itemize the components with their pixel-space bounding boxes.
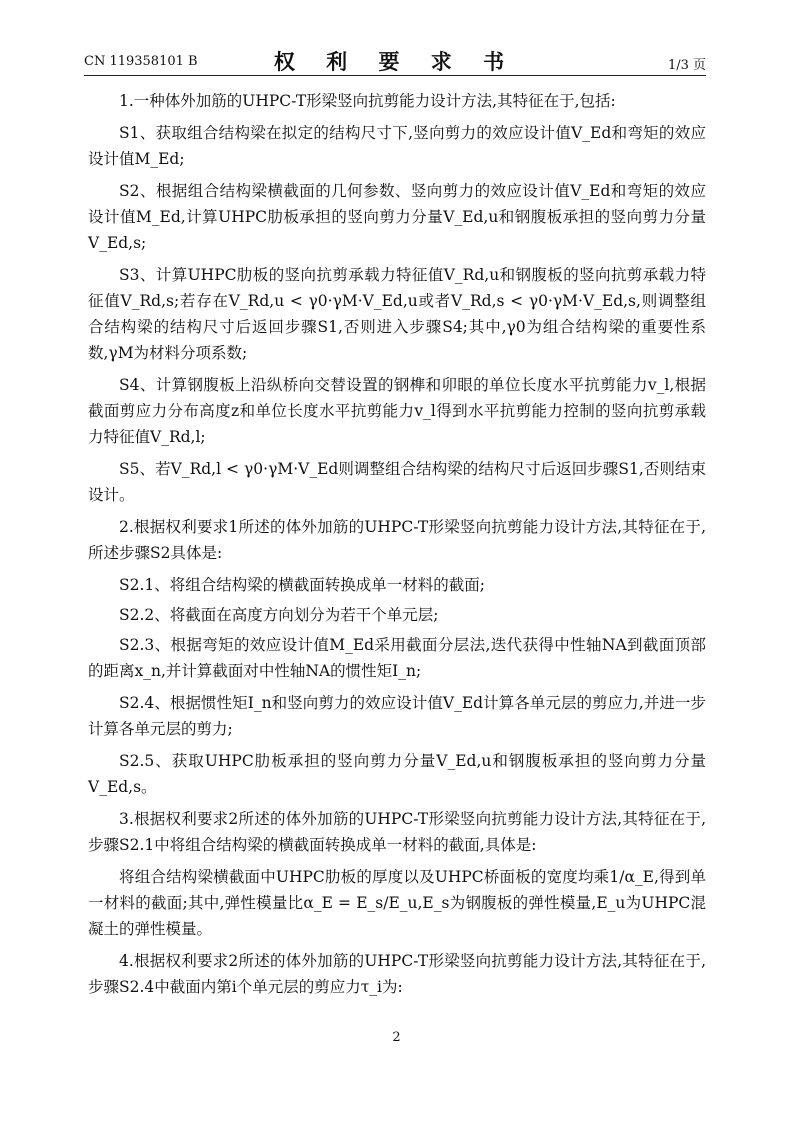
claims-body bbox=[88, 88, 706, 1006]
step-s5: S5、若V_Rd,l < γ0·γM·V_Ed则调整组合结构梁的结构尺寸后返回步骤S1,否则结束设计。 bbox=[88, 460, 706, 504]
document-title: 权 利 要 求 书 bbox=[273, 49, 517, 74]
step-s4: S4、计算钢腹板上沿纵桥向交替设置的钢榫和卯眼的单位长度水平抗剪能力v_l,根据截面剪应力分布高度z和单位长度水平抗剪能力v_l得到水平抗剪能力控制的竖向抗剪承载力特征值V_Rd,l; bbox=[88, 376, 706, 446]
step-s1: S1、获取组合结构梁在拟定的结构尺寸下,竖向剪力的效应设计值V_Ed和弯矩的效应设计值M_Ed; bbox=[88, 124, 706, 168]
step-s2-1: S2.1、将组合结构梁的横截面转换成单一材料的截面; bbox=[119, 576, 485, 594]
step-s2-4: S2.4、根据惯性矩I_n和竖向剪力的效应设计值V_Ed计算各单元层的剪应力,并进一步计算各单元层的剪力; bbox=[88, 694, 706, 738]
step-s2-2: S2.2、将截面在高度方向划分为若干个单元层; bbox=[119, 606, 439, 624]
claim-3-intro: 3.根据权利要求2所述的体外加筋的UHPC-T形梁竖向抗剪能力设计方法,其特征在于,步骤S2.1中将组合结构梁的横截面转换成单一材料的截面,具体是: bbox=[88, 810, 706, 854]
page-number: 2 bbox=[392, 1030, 401, 1045]
step-s3: S3、计算UHPC肋板的竖向抗剪承载力特征值V_Rd,u和钢腹板的竖向抗剪承载力特征值V_Rd,s;若存在V_Rd,u < γ0·γM·V_Ed,u或者V_Rd,s < γ0·γM·V_Ed,s,则调整组合结构梁的结构尺寸后返回步骤S1,否则进入步骤S4;其中,γ0为组合结构梁的重要性系数,γM为材料分项系数; bbox=[88, 266, 706, 362]
step-s2-3: S2.3、根据弯矩的效应设计值M_Ed采用截面分层法,迭代获得中性轴NA到截面顶部的距离x_n,并计算截面对中性轴NA的惯性矩I_n; bbox=[88, 636, 706, 680]
claim-1-intro: 1.一种体外加筋的UHPC-T形梁竖向抗剪能力设计方法,其特征在于,包括: bbox=[119, 92, 616, 110]
claim-4-intro: 4.根据权利要求2所述的体外加筋的UHPC-T形梁竖向抗剪能力设计方法,其特征在于,步骤S2.4中截面内第i个单元层的剪应力τ_i为: bbox=[88, 952, 706, 996]
page-header bbox=[84, 46, 706, 74]
header-divider bbox=[84, 75, 706, 76]
step-s2-5: S2.5、获取UHPC肋板承担的竖向剪力分量V_Ed,u和钢腹板承担的竖向剪力分量V_Ed,s。 bbox=[88, 752, 706, 796]
patent-number: CN 119358101 B bbox=[84, 54, 198, 69]
claim-2-intro: 2.根据权利要求1所述的体外加筋的UHPC-T形梁竖向抗剪能力设计方法,其特征在于,所述步骤S2具体是: bbox=[88, 518, 706, 562]
claim-3-body: 将组合结构梁横截面中UHPC肋板的厚度以及UHPC桥面板的宽度均乘1/α_E,得到单一材料的截面;其中,弹性模量比α_E = E_s/E_u,E_s为钢腹板的弹性模量,E_u为UHPC混凝土的弹性模量。 bbox=[88, 868, 706, 938]
page-indicator: 1/3 页 bbox=[667, 58, 706, 73]
step-s2: S2、根据组合结构梁横截面的几何参数、竖向剪力的效应设计值V_Ed和弯矩的效应设计值M_Ed,计算UHPC肋板承担的竖向剪力分量V_Ed,u和钢腹板承担的竖向剪力分量V_Ed,s; bbox=[88, 182, 706, 252]
